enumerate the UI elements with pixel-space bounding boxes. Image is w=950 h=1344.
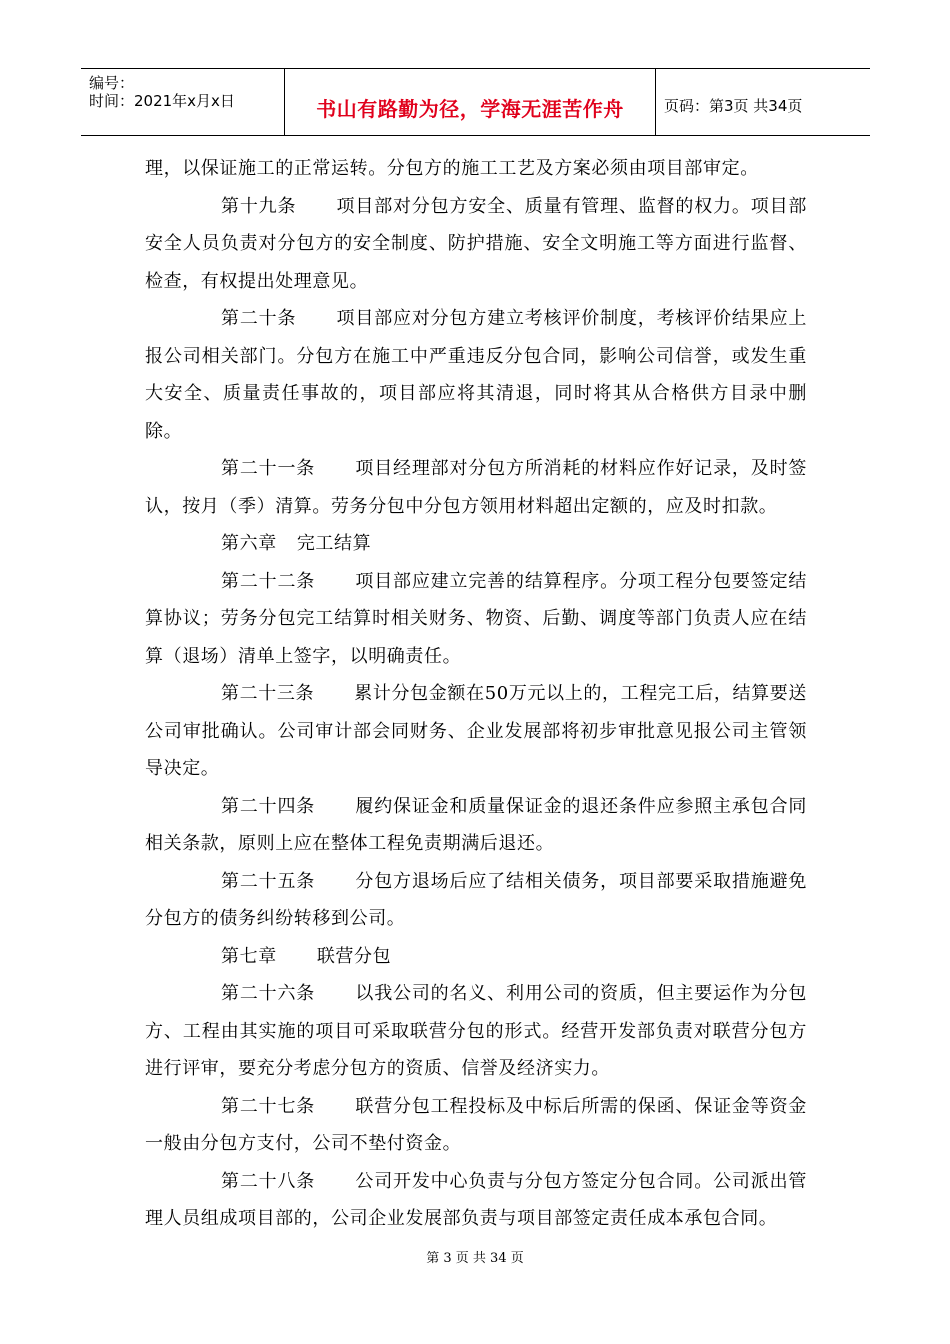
article-title: 第二十七条 [221,1095,316,1117]
article-title: 第二十六条 [221,983,316,1004]
paragraph [145,450,807,525]
paragraph-text: 分包方退场后应了结相关债务，项目部要采取措施避免分包方的债务纠纷转移到公司。 [145,870,807,929]
page-footer: 第 3 页 共 34 页 [426,1251,524,1266]
number-label: 编号： [89,74,135,92]
paragraph-text: 联营分包 [316,945,392,967]
header-page-cell [656,69,870,135]
article-title: 第二十一条 [221,458,316,479]
paragraph [145,150,807,188]
paragraph [145,300,807,450]
document-header [81,68,870,136]
article-title: 第六章 [221,533,277,554]
paragraph-text: 项目部对分包方安全、质量有管理、监督的权力。项目部安全人员负责对分包方的安全制度、防护措施、安全文明施工等方面进行监督、检查，有权提出处理意见。 [145,195,807,292]
paragraph [145,563,807,676]
paragraph [145,975,807,1088]
header-meta-cell [81,69,285,135]
paragraph [145,788,807,863]
header-motto: 书山有路勤为径，学海无涯苦作舟 [316,97,624,121]
paragraph-text: 公司开发中心负责与分包方签定分包合同。公司派出管理人员组成项目部的，公司企业发展部负责与项目部签定责任成本承包合同。 [145,1170,807,1229]
paragraph [145,675,807,788]
article-title: 第二十四条 [221,795,316,817]
article-title: 第七章 [221,945,277,967]
paragraph [145,1163,807,1238]
paragraph [145,525,807,563]
paragraph-text: 累计分包金额在50万元以上的，工程完工后，结算要送公司审批确认。公司审计部会同财务、企业发展部将初步审批意见报公司主管领导决定。 [145,683,808,779]
article-title: 第二十五条 [221,870,316,892]
paragraph-text: 以我公司的名义、利用公司的资质，但主要运作为分包方、工程由其实施的项目可采取联营分包的形式。经营开发部负责对联营分包方进行评审，要充分考虑分包方的资质、信誉及经济实力。 [145,983,807,1079]
paragraph-text: 完工结算 [296,533,372,554]
article-title: 第二十八条 [221,1170,316,1192]
paragraph-text: 联营分包工程投标及中标后所需的保函、保证金等资金一般由分包方支付，公司不垫付资金。 [145,1095,807,1154]
paragraph-text: 项目部应对分包方建立考核评价制度，考核评价结果应上报公司相关部门。分包方在施工中严重违反分包合同，影响公司信誉，或发生重大安全、质量责任事故的，项目部应将其清退，同时将其从合格供方目录中删除。 [145,308,807,442]
paragraph-text: 项目经理部对分包方所消耗的材料应作好记录，及时签认，按月（季）清算。劳务分包中分包方领用材料超出定额的，应及时扣款。 [145,458,807,517]
paragraph [145,863,807,938]
time-label: 时间：2021年x月x日 [89,92,235,110]
document-body [145,150,807,1238]
paragraph-text: 理，以保证施工的正常运转。分包方的施工工艺及方案必须由项目部审定。 [145,158,759,179]
article-title: 第二十三条 [221,683,315,704]
paragraph-text: 项目部应建立完善的结算程序。分项工程分包要签定结算协议；劳务分包完工结算时相关财务、物资、后勤、调度等部门负责人应在结算（退场）清单上签字，以明确责任。 [145,570,807,667]
paragraph [145,1088,807,1163]
paragraph [145,938,807,976]
header-motto-cell [285,69,656,135]
paragraph [145,188,807,301]
paragraph-text: 履约保证金和质量保证金的退还条件应参照主承包合同相关条款，原则上应在整体工程免责期满后退还。 [145,795,807,854]
article-title: 第十九条 [221,195,297,217]
article-title: 第二十条 [221,308,297,329]
header-page-info: 页码：第3页 共34页 [664,97,803,115]
article-title: 第二十二条 [221,570,316,592]
